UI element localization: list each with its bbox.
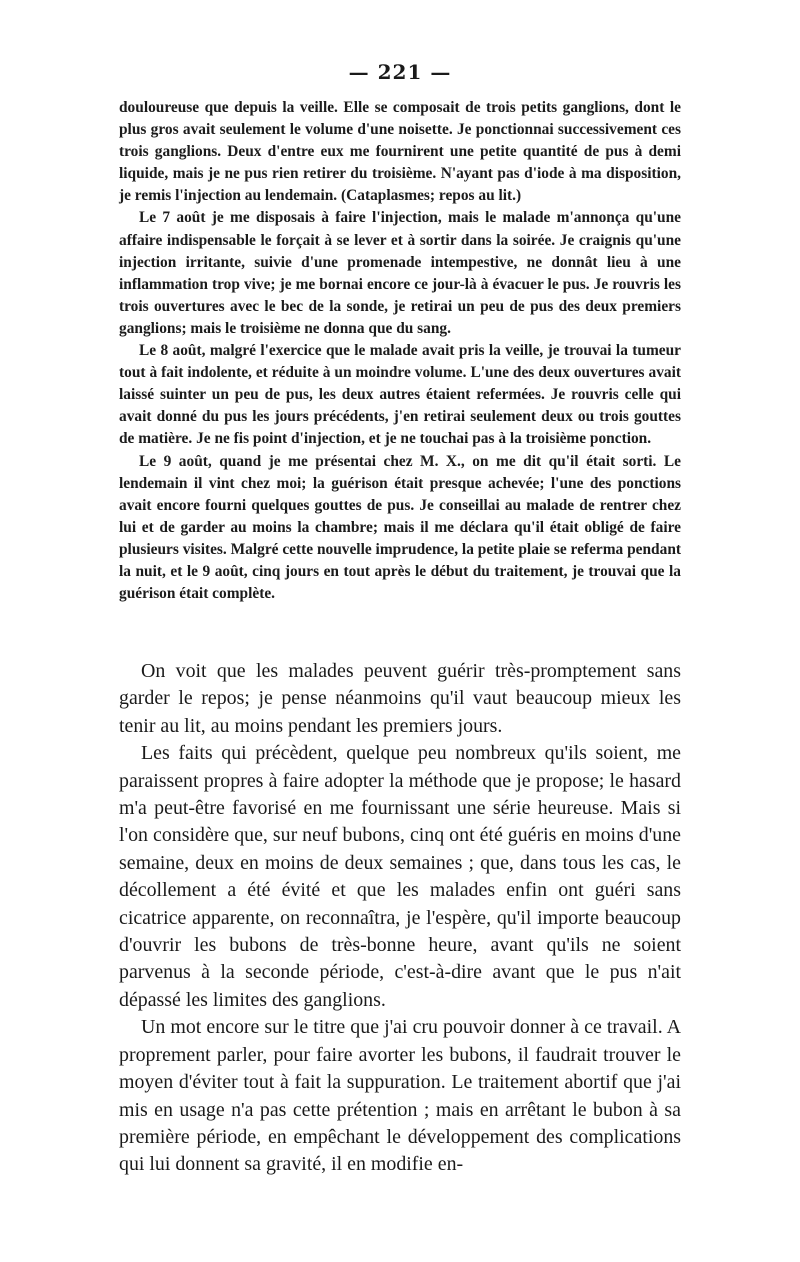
case-notes-paragraph-4: Le 9 août, quand je me présentai chez M. X., on me dit qu'il était sorti. Le lendemain il vint chez moi; la guérison était presque achevée; l'une des ponctions avait encore fourni quelques gouttes de pus. Je conseillai au malade de rentrer chez lui et de garder au moins la chambre; mais il me déclara qu'il était obligé de faire plusieurs visites. Malgré cette nouvelle imprudence, la petite plaie se referma pendant la nuit, et le 9 août, cinq jours en tout après le début du traitement, je trouvai que la guérison était complète. xyxy=(119,452,681,603)
case-notes-section xyxy=(119,97,681,605)
case-notes-paragraph-3: Le 8 août, malgré l'exercice que le malade avait pris la veille, je trouvai la tumeur tout à fait indolente, et réduite à un moindre volume. L'une des deux ouvertures avait laissé suinter un peu de pus, les deux autres étaient refermées. Je rouvris celle qui avait donné du pus les jours précédents, j'en retirai seulement deux ou trois gouttes de matière. Je ne fis point d'injection, et je ne touchai pas à la troisième ponction. xyxy=(119,342,681,448)
discussion-paragraph-1: On voit que les malades peuvent guérir très-promptement sans garder le repos; je pense néanmoins qu'il vaut beaucoup mieux les tenir au lit, au moins pendant les premiers jours. xyxy=(119,660,681,737)
page-number: — 221 — xyxy=(348,60,452,84)
discussion-section xyxy=(119,658,681,1179)
discussion-paragraph-3: Un mot encore sur le titre que j'ai cru pouvoir donner à ce travail. A proprement parler, pour faire avorter les bubons, il faudrait trouver le moyen d'éviter tout à fait la suppuration. Le traitement abortif que j'ai mis en usage n'a pas cette prétention ; mais en arrêtant le bubon à sa première période, en empêchant le développement des complications qui lui donnent sa gravité, il en modifie en- xyxy=(119,1016,681,1176)
case-notes-paragraph-1: douloureuse que depuis la veille. Elle se composait de trois petits ganglions, dont le plus gros avait seulement le volume d'une noisette. Je ponctionnai successivement ces trois ganglions. Deux d'entre eux me fournirent une petite quantité de pus à demi liquide, mais je ne pus rien retirer du troisième. N'ayant pas d'iode à ma disposition, je remis l'injection au lendemain. (Cataplasmes; repos au lit.) xyxy=(119,99,681,205)
discussion-paragraph-2: Les faits qui précèdent, quelque peu nombreux qu'ils soient, me paraissent propres à faire adopter la méthode que je propose; le hasard m'a peut-être favorisé en me fournissant une série heureuse. Mais si l'on considère que, sur neuf bubons, cinq ont été guéris en moins d'une semaine, deux en moins de deux semaines ; que, dans tous les cas, le décollement a été évité et que les malades enfin ont guéri sans cicatrice apparente, on reconnaîtra, je l'espère, qu'il importe beaucoup d'ouvrir les bubons de très-bonne heure, avant qu'ils ne soient parvenus à la seconde période, c'est-à-dire avant que le pus n'ait dépassé les limites des ganglions. xyxy=(119,742,681,1011)
case-notes-paragraph-2: Le 7 août je me disposais à faire l'injection, mais le malade m'annonça qu'une affaire indispensable le forçait à se lever et à sortir dans la soirée. Je craignis qu'une injection irritante, suivie d'une promenade intempestive, ne donnât lieu à une inflammation trop vive; je me bornai encore ce jour-là à évacuer le pus. Je rouvris les trois ouvertures avec le bec de la sonde, je retirai un peu de pus des deux premiers ganglions; mais le troisième ne donna que du sang. xyxy=(119,209,681,337)
